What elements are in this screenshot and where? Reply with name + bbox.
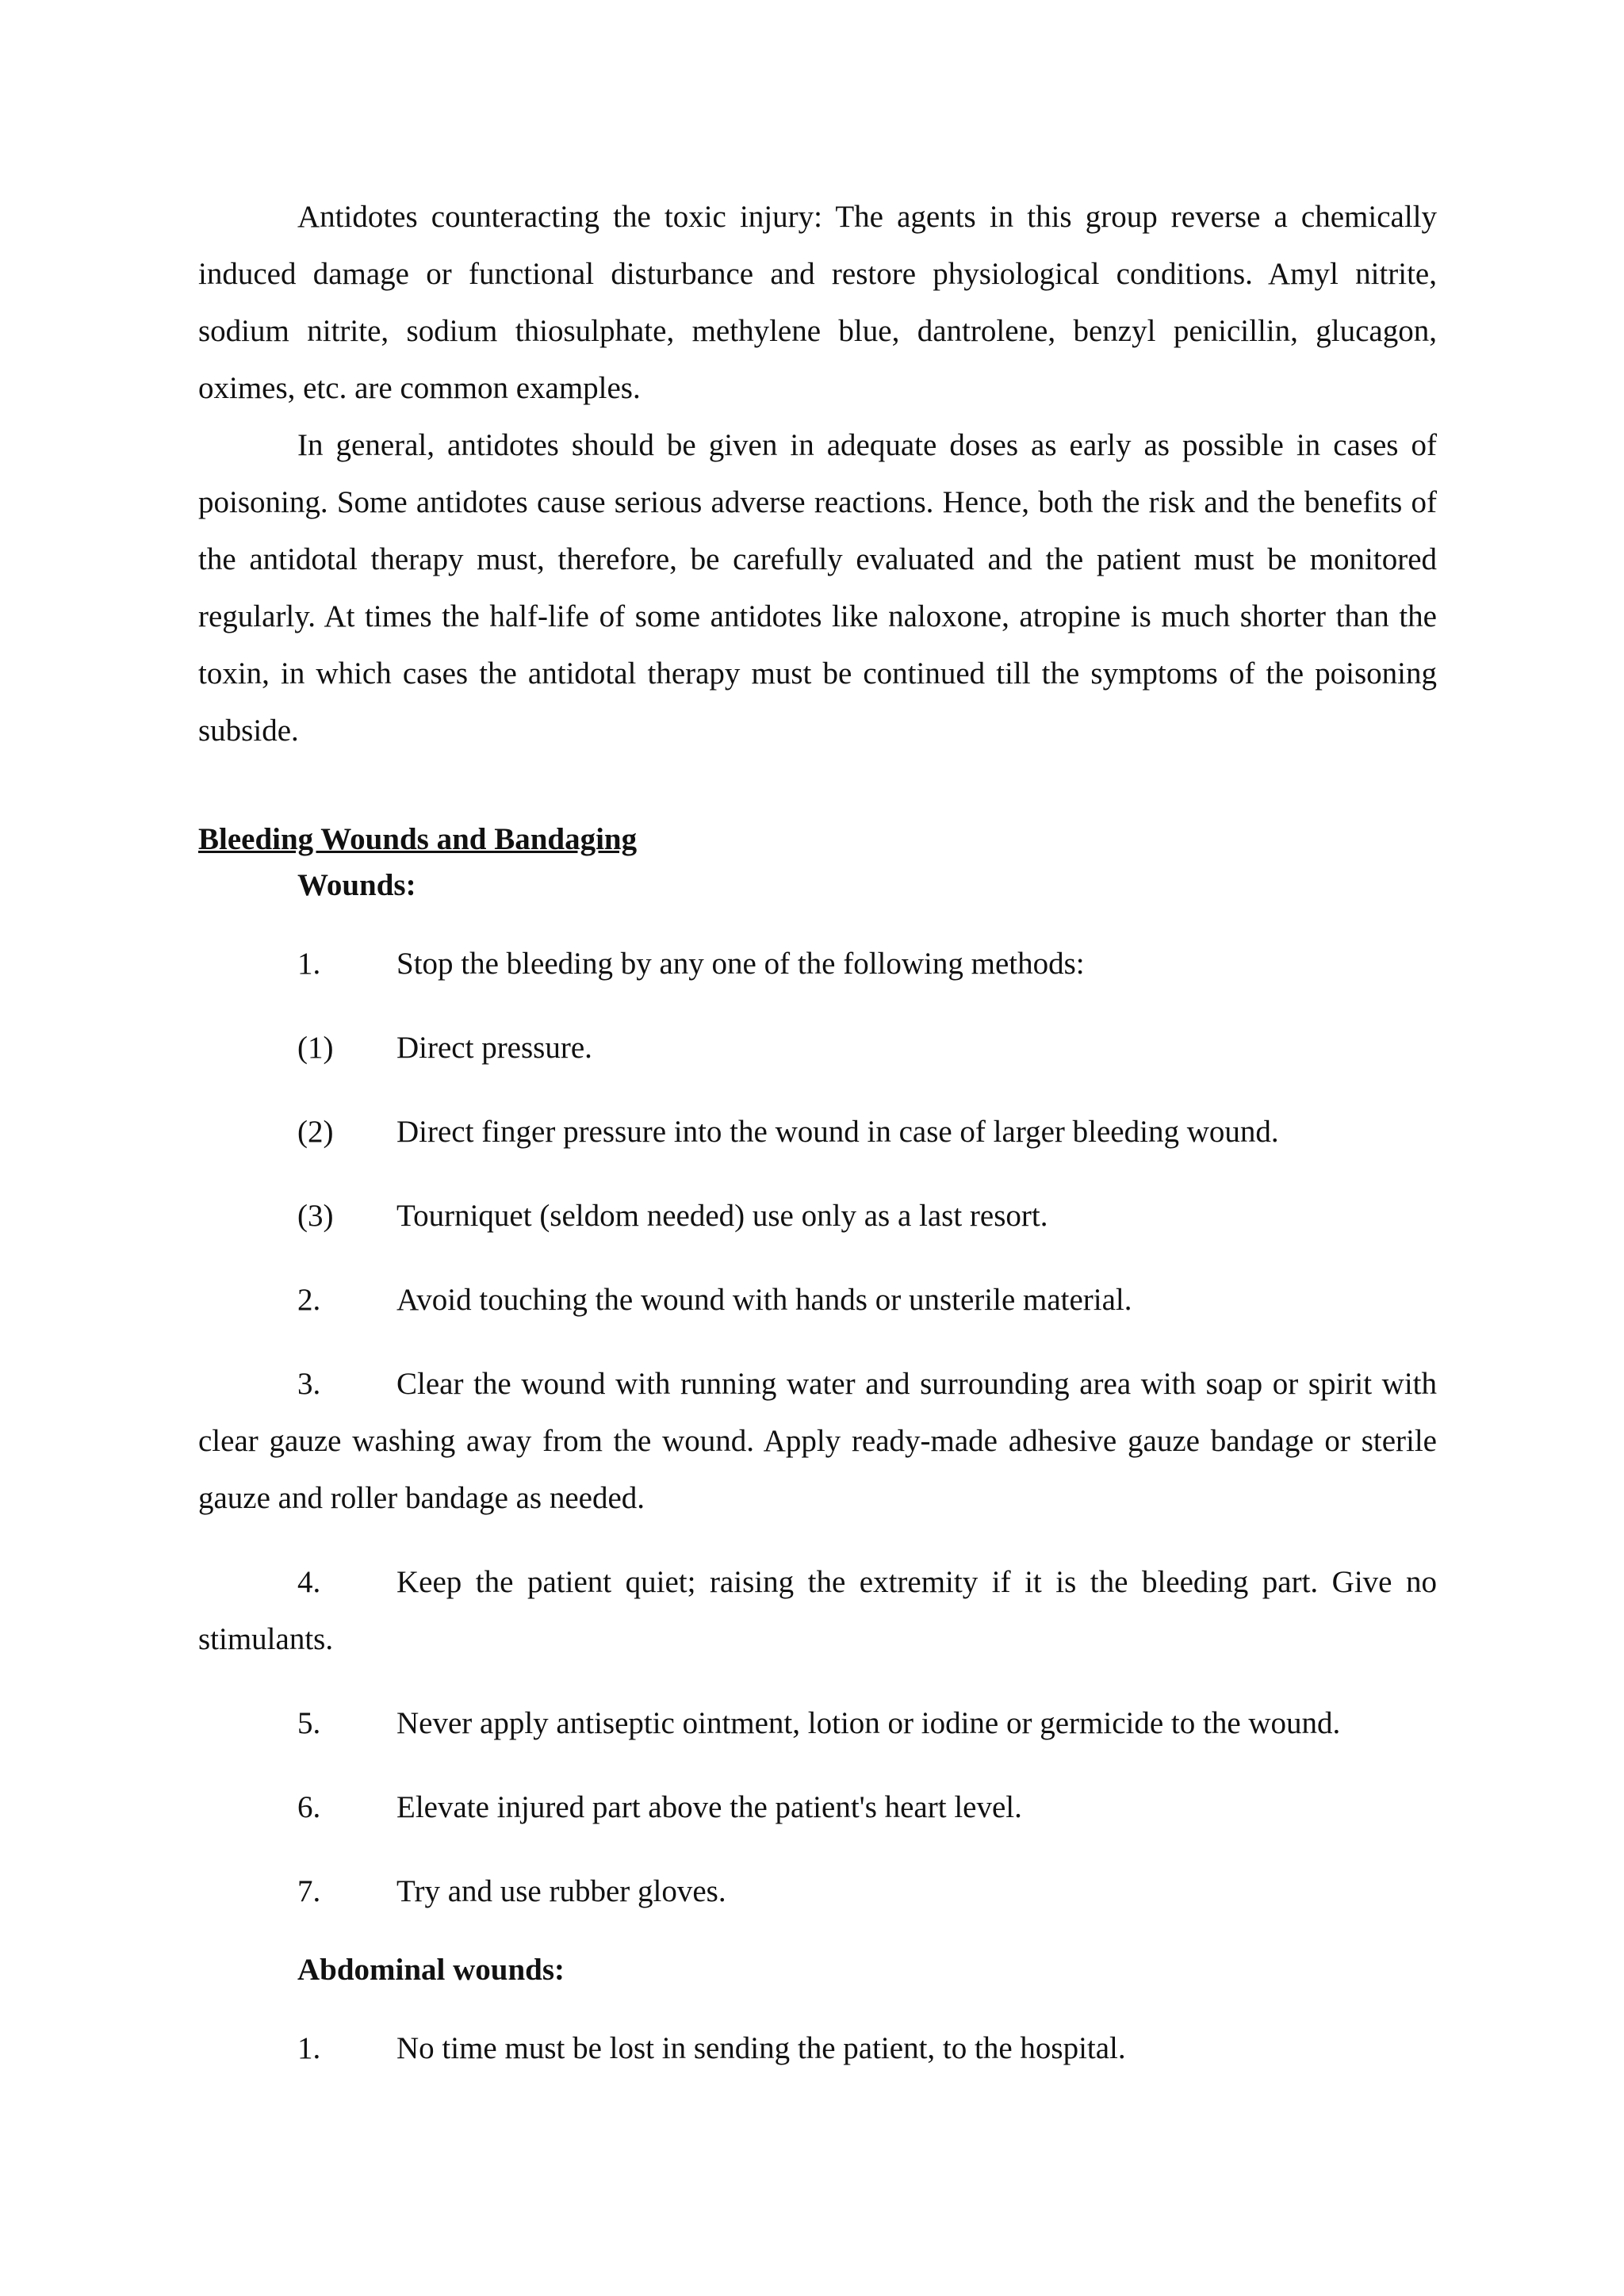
paragraph-antidotes-general: In general, antidotes should be given in adequate doses as early as possible in cases of poisoning. Some antidotes cause serious adverse reactions. Hence, both the risk and the benefits of the antidotal therapy must, therefore, be carefully evaluated and the patient must be monitored regularly. At times the half-life of some antidotes like naloxone, atropine is much shorter than the toxin, in which cases the antidotal therapy must be continued till the symptoms of the poisoning subside. <box>198 428 1437 748</box>
list-item-text: Direct finger pressure into the wound in case of larger bleeding wound. <box>396 1115 1279 1149</box>
wounds-heading: Wounds: <box>297 868 416 902</box>
paragraph-antidotes-toxic-injury: Antidotes counteracting the toxic injury: The agents in this group reverse a chemically induced damage or functional disturbance and restore physiological conditions. Amyl nitrite, sodium nitrite, sodium thiosulphate, methylene blue, dantrolene, benzyl penicillin, glucagon, oximes, etc. are common examples. <box>198 200 1437 405</box>
list-item <box>198 1695 1437 1752</box>
list-item-number: 1. <box>297 2031 321 2065</box>
list-item <box>198 936 1437 993</box>
list-item <box>198 1272 1437 1329</box>
list-item-number: 6. <box>297 1790 321 1824</box>
list-item-text: Avoid touching the wound with hands or unsterile material. <box>396 1283 1132 1317</box>
list-item-number: 4. <box>297 1565 321 1599</box>
list-item-number: 1. <box>297 947 321 981</box>
section-heading: Bleeding Wounds and Bandaging <box>198 822 638 856</box>
list-item-text: Never apply antiseptic ointment, lotion or iodine or germicide to the wound. <box>396 1706 1341 1740</box>
list-item <box>198 1188 1437 1245</box>
list-item-text: No time must be lost in sending the patient, to the hospital. <box>396 2031 1126 2065</box>
list-item <box>198 1356 1437 1527</box>
list-item <box>198 2020 1437 2077</box>
list-item-number: 5. <box>297 1706 321 1740</box>
abdominal-wounds-heading: Abdominal wounds: <box>297 1953 565 1987</box>
list-item <box>198 1020 1437 1077</box>
list-item-number: (2) <box>297 1115 334 1149</box>
list-item-number: 7. <box>297 1874 321 1908</box>
list-item-text: Keep the patient quiet; raising the extremity if it is the bleeding part. Give no stimulants. <box>198 1565 1437 1656</box>
list-item-number: 2. <box>297 1283 321 1317</box>
document-page <box>198 189 1437 2077</box>
list-item <box>198 1863 1437 1920</box>
list-item-text: Direct pressure. <box>396 1031 592 1065</box>
list-item <box>198 1779 1437 1836</box>
list-item-text: Stop the bleeding by any one of the following methods: <box>396 947 1085 981</box>
list-item <box>198 1554 1437 1668</box>
list-item-number: (3) <box>297 1199 334 1233</box>
list-item-text: Elevate injured part above the patient's heart level. <box>396 1790 1022 1824</box>
list-item-text: Tourniquet (seldom needed) use only as a last resort. <box>396 1199 1048 1233</box>
list-item-text: Try and use rubber gloves. <box>396 1874 726 1908</box>
list-item-text: Clear the wound with running water and surrounding area with soap or spirit with clear gauze washing away from the wound. Apply ready-made adhesive gauze bandage or sterile gauze and roller bandage as needed. <box>198 1367 1437 1515</box>
list-item-number: (1) <box>297 1031 334 1065</box>
list-item-number: 3. <box>297 1367 321 1401</box>
list-item <box>198 1104 1437 1161</box>
